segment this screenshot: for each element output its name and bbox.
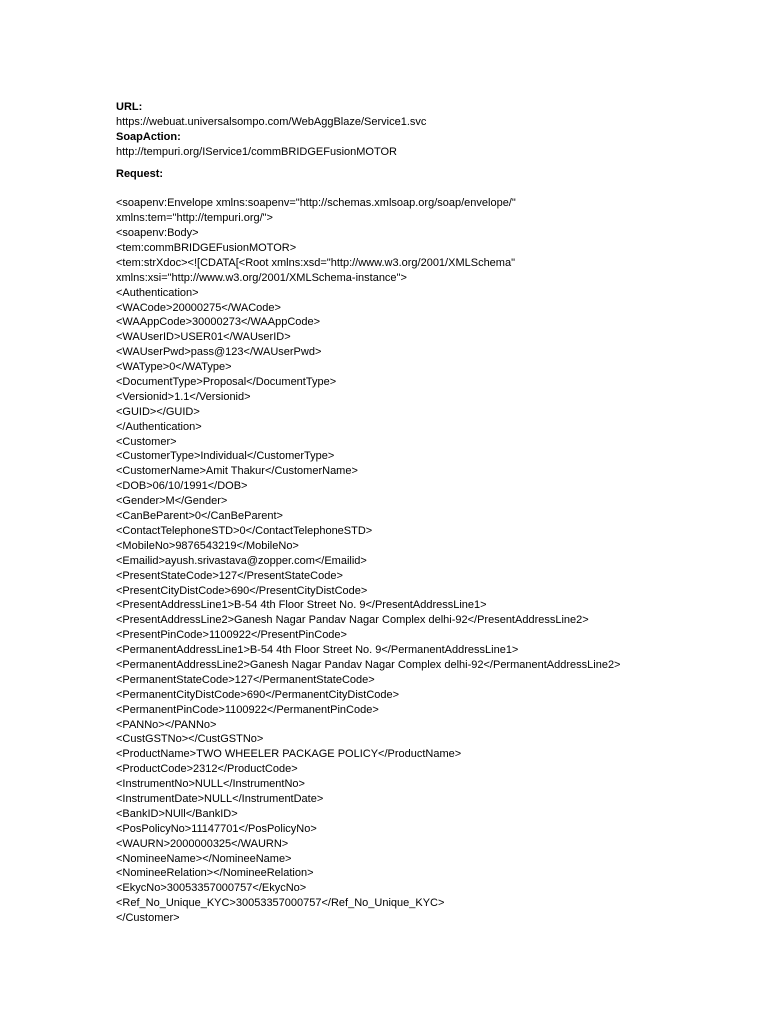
request-line: <PermanentCityDistCode>690</PermanentCityDistCode> (116, 688, 400, 701)
request-line: <PresentStateCode>127</PresentStateCode> (116, 569, 343, 582)
request-line: <EkycNo>30053357000757</EkycNo> (116, 882, 307, 895)
request-line: <DOB>06/10/1991</DOB> (116, 480, 248, 493)
request-line: <soapenv:Envelope xmlns:soapenv="http://schemas.xmlsoap.org/soap/envelope/" (116, 197, 516, 210)
document-page (116, 100, 756, 926)
request-line: <PermanentAddressLine1>B-54 4th Floor Street No. 9</PermanentAddressLine1> (116, 644, 519, 657)
request-line: <CustomerType>Individual</CustomerType> (116, 450, 335, 463)
request-line: <PresentAddressLine2>Ganesh Nagar Pandav Nagar Complex delhi-92</PresentAddressLine2> (116, 614, 589, 627)
request-line: <PermanentStateCode>127</PermanentStateCode> (116, 673, 375, 686)
soapaction-label: SoapAction: (116, 130, 181, 143)
request-line: <CanBeParent>0</CanBeParent> (116, 510, 283, 523)
spacer (116, 160, 756, 167)
request-line: <InstrumentNo>NULL</InstrumentNo> (116, 778, 305, 791)
spacer (116, 181, 756, 196)
request-line: </Authentication> (116, 420, 202, 433)
url-label: URL: (116, 101, 143, 113)
request-line: <InstrumentDate>NULL</InstrumentDate> (116, 792, 324, 805)
request-line: <ContactTelephoneSTD>0</ContactTelephoneSTD> (116, 524, 373, 537)
request-body (116, 196, 756, 926)
request-line: xmlns:tem="http://tempuri.org/"> (116, 212, 273, 225)
request-line: <WAAppCode>30000273</WAAppCode> (116, 316, 321, 329)
request-line: <ProductName>TWO WHEELER PACKAGE POLICY</ProductName> (116, 748, 462, 761)
request-line: <Ref_No_Unique_KYC>30053357000757</Ref_No_Unique_KYC> (116, 897, 445, 910)
request-line: <WAUserID>USER01</WAUserID> (116, 331, 291, 344)
request-line: <PresentCityDistCode>690</PresentCityDistCode> (116, 584, 368, 597)
request-line: </Customer> (116, 912, 180, 925)
request-line: <ProductCode>2312</ProductCode> (116, 763, 298, 776)
request-line: <WAType>0</WAType> (116, 361, 232, 374)
soapaction-value: http://tempuri.org/IService1/commBRIDGEFusionMOTOR (116, 145, 397, 158)
request-line: <PosPolicyNo>11147701</PosPolicyNo> (116, 822, 317, 835)
request-line: <tem:strXdoc><![CDATA[<Root xmlns:xsd="http://www.w3.org/2001/XMLSchema" (116, 256, 515, 269)
request-line: <Authentication> (116, 286, 199, 299)
request-label: Request: (116, 167, 164, 180)
request-line: <Gender>M</Gender> (116, 495, 228, 508)
request-line: <PermanentPinCode>1100922</PermanentPinCode> (116, 703, 379, 716)
request-line: <PresentAddressLine1>B-54 4th Floor Street No. 9</PresentAddressLine1> (116, 599, 487, 612)
request-line: <Emailid>ayush.srivastava@zopper.com</Emailid> (116, 554, 367, 567)
url-value: https://webuat.universalsompo.com/WebAggBlaze/Service1.svc (116, 115, 427, 128)
request-line: <PANNo></PANNo> (116, 718, 217, 731)
request-line: <CustGSTNo></CustGSTNo> (116, 733, 264, 746)
request-line: <tem:commBRIDGEFusionMOTOR> (116, 242, 297, 255)
request-line: <PresentPinCode>1100922</PresentPinCode> (116, 629, 347, 642)
request-line: <NomineeRelation></NomineeRelation> (116, 867, 314, 880)
request-line: <WAUserPwd>pass@123</WAUserPwd> (116, 346, 322, 359)
request-line: <DocumentType>Proposal</DocumentType> (116, 376, 337, 389)
request-line: <WACode>20000275</WACode> (116, 301, 281, 314)
request-line: <Versionid>1.1</Versionid> (116, 390, 251, 403)
request-line: <Customer> (116, 435, 177, 448)
request-line: <PermanentAddressLine2>Ganesh Nagar Pandav Nagar Complex delhi-92</PermanentAddressLine2> (116, 658, 621, 671)
request-line: <MobileNo>9876543219</MobileNo> (116, 539, 299, 552)
request-line: <CustomerName>Amit Thakur</CustomerName> (116, 465, 358, 478)
request-line: <soapenv:Body> (116, 227, 199, 240)
request-line: <BankID>NUll</BankID> (116, 807, 238, 820)
request-line: <GUID></GUID> (116, 405, 200, 418)
request-line: <WAURN>2000000325</WAURN> (116, 837, 289, 850)
request-line: <NomineeName></NomineeName> (116, 852, 292, 865)
request-line: xmlns:xsi="http://www.w3.org/2001/XMLSchema-instance"> (116, 271, 407, 284)
